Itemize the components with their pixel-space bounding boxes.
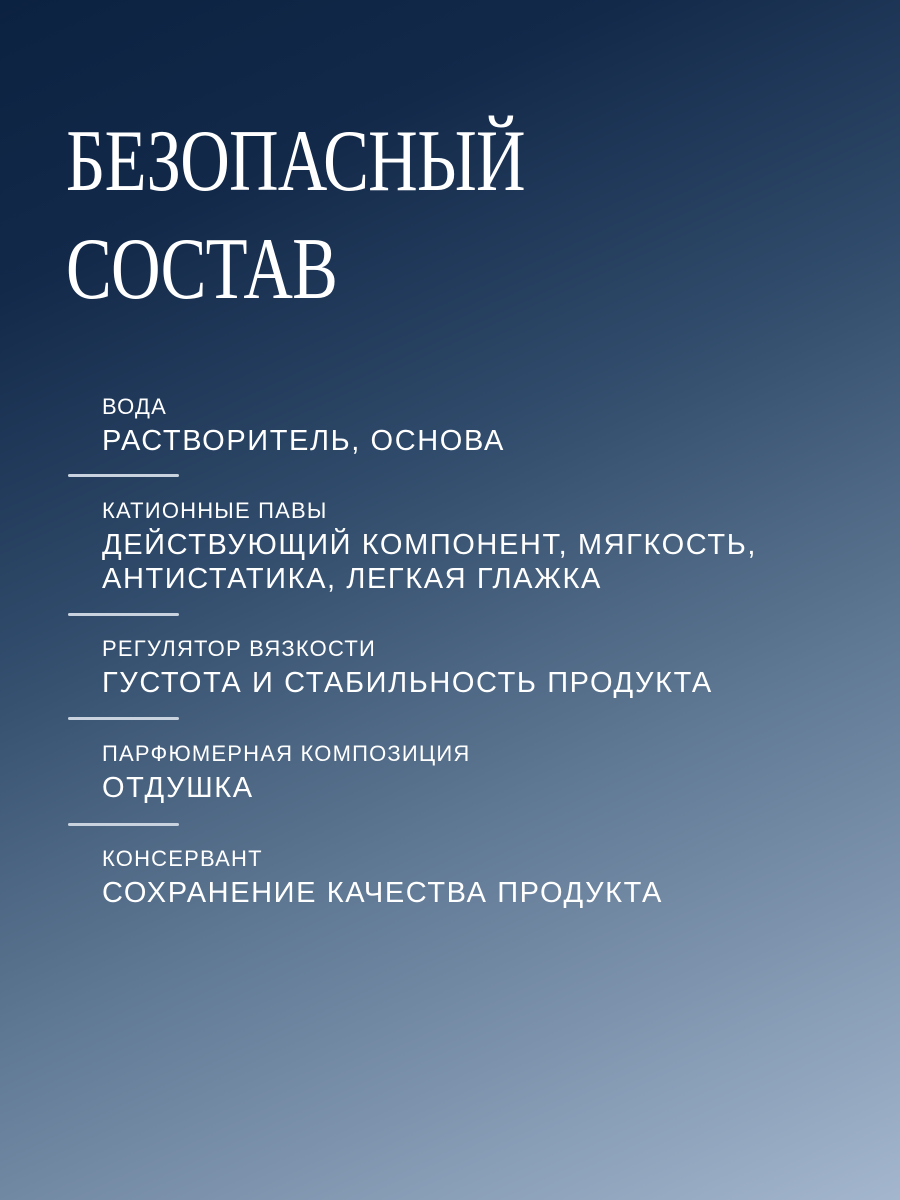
divider — [68, 823, 179, 826]
ingredient-item-viscosity-regulator — [102, 636, 882, 700]
ingredient-name: ВОДА — [102, 394, 167, 419]
ingredient-description-line: АНТИСТАТИКА, ЛЕГКАЯ ГЛАЖКА — [102, 563, 602, 595]
ingredient-name: КАТИОННЫЕ ПАВЫ — [102, 498, 328, 523]
ingredient-name: ПАРФЮМЕРНАЯ КОМПОЗИЦИЯ — [102, 741, 471, 766]
ingredient-description — [102, 528, 882, 596]
ingredient-description-line: ДЕЙСТВУЮЩИЙ КОМПОНЕНТ, МЯГКОСТЬ, — [102, 529, 757, 561]
ingredient-description: РАСТВОРИТЕЛЬ, ОСНОВА — [102, 425, 505, 457]
ingredient-item-water — [102, 394, 882, 458]
divider — [68, 613, 179, 616]
ingredient-description: ГУСТОТА И СТАБИЛЬНОСТЬ ПРОДУКТА — [102, 667, 713, 699]
ingredient-item-cationic-surfactants — [102, 498, 882, 596]
ingredient-description: СОХРАНЕНИЕ КАЧЕСТВА ПРОДУКТА — [102, 877, 663, 909]
divider — [68, 717, 179, 720]
title-line-1: БЕЗОПАСНЫЙ — [66, 113, 525, 210]
ingredient-item-preservative — [102, 846, 882, 910]
ingredient-description: ОТДУШКА — [102, 772, 254, 804]
divider — [68, 474, 179, 477]
ingredient-name: КОНСЕРВАНТ — [102, 846, 263, 871]
ingredient-item-fragrance — [102, 741, 882, 805]
ingredient-name: РЕГУЛЯТОР ВЯЗКОСТИ — [102, 636, 376, 661]
title-line-2: СОСТАВ — [66, 221, 338, 318]
